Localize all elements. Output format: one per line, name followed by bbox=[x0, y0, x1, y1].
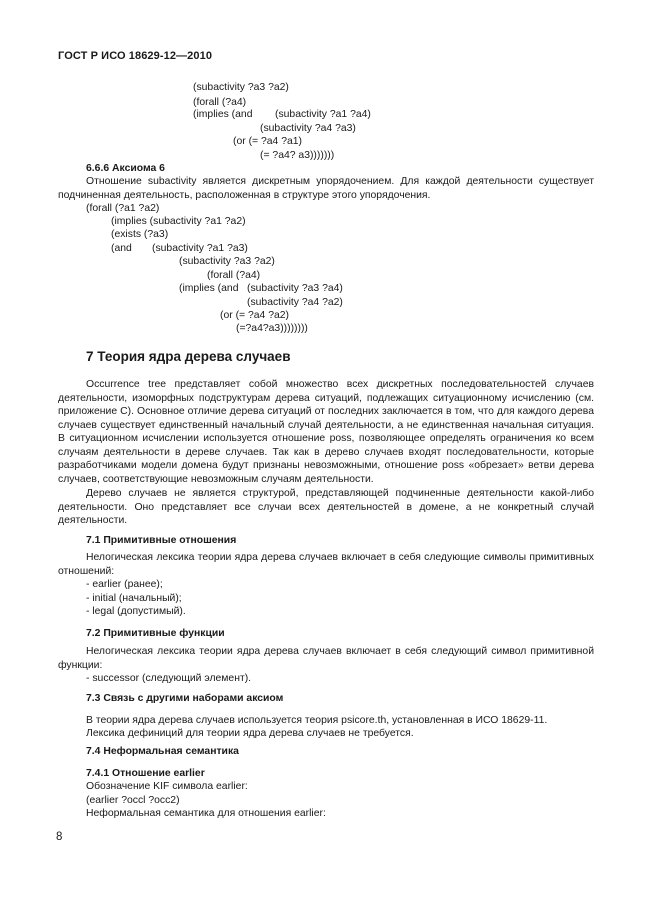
code-line: (or (= ?a4 ?a2) bbox=[220, 310, 290, 321]
code-line: (earlier ?occl ?occ2) bbox=[86, 795, 180, 806]
paragraph: Отношение subactivity является дискретным упорядочением. Для каждой деятельности существует подчиненная деятельность, расположенная в структуре этого упорядочения. bbox=[58, 176, 594, 201]
paragraph: Нелогическая лексика теории ядра дерева случаев включает в себя следующие символы примитивных отношений: bbox=[58, 552, 594, 577]
code-line: (or (= ?a4 ?a1) bbox=[233, 136, 303, 147]
code-line: (forall (?a4) bbox=[193, 97, 247, 108]
code-line: (exists (?a3) bbox=[111, 229, 169, 240]
code-line: (= ?a4? a3))))))) bbox=[260, 150, 335, 161]
code-line: (subactivity ?a3 ?a2) bbox=[193, 82, 289, 93]
code-line: (subactivity ?a3 ?a2) bbox=[179, 256, 275, 267]
list-item: - legal (допустимый). bbox=[86, 606, 186, 617]
code-line: (subactivity ?a1 ?a4) bbox=[275, 109, 371, 120]
subsection-title: 7.3 Связь с другими наборами аксиом bbox=[86, 693, 284, 704]
page-number: 8 bbox=[56, 831, 63, 843]
code-line: (forall (?a4) bbox=[207, 270, 261, 281]
paragraph: Дерево случаев не является структурой, представляющей подчиненные деятельности какой-либо деятельности. Оно представляет все случаи всех деятельностей в домене, а не конкретный случай деятельности. bbox=[58, 488, 594, 527]
code-line: (=?a4?a3)))))))) bbox=[236, 323, 308, 334]
code-line: (subactivity ?a3 ?a4) bbox=[247, 283, 343, 294]
subsection-title: 7.1 Примитивные отношения bbox=[86, 535, 237, 546]
subsection-title: 6.6.6 Аксиома 6 bbox=[86, 163, 165, 174]
subsection-title: 7.4.1 Отношение earlier bbox=[86, 768, 205, 779]
paragraph-line: Обозначение KIF символа earlier: bbox=[86, 781, 248, 792]
subsection-title: 7.2 Примитивные функции bbox=[86, 628, 225, 639]
code-line: (and bbox=[111, 243, 132, 254]
code-line: (subactivity ?a4 ?a2) bbox=[247, 297, 343, 308]
code-line: (implies (and bbox=[193, 109, 253, 120]
section-title: 7 Теория ядра дерева случаев bbox=[86, 349, 291, 364]
paragraph-line: В теории ядра дерева случаев используется теория psicore.th, установленная в ИСО 18629-11. bbox=[86, 715, 548, 726]
list-item: - initial (начальный); bbox=[86, 593, 182, 604]
subsection-title: 7.4 Неформальная семантика bbox=[86, 746, 239, 757]
paragraph-line: Лексика дефиниций для теории ядра дерева случаев не требуется. bbox=[86, 728, 414, 739]
code-line: (subactivity ?a4 ?a3) bbox=[260, 123, 356, 134]
paragraph: Нелогическая лексика теории ядра дерева случаев включает в себя следующий символ примитивной функции: bbox=[58, 646, 594, 671]
code-line: (subactivity ?a1 ?a3) bbox=[152, 243, 248, 254]
paragraph-line: Неформальная семантика для отношения earlier: bbox=[86, 808, 326, 819]
code-line: (implies (subactivity ?a1 ?a2) bbox=[111, 216, 246, 227]
page-header-standard: ГОСТ Р ИСО 18629-12—2010 bbox=[58, 50, 213, 62]
code-line: (forall (?a1 ?a2) bbox=[86, 203, 160, 214]
code-line: (implies (and bbox=[179, 283, 239, 294]
list-item: - earlier (ранее); bbox=[86, 579, 163, 590]
list-item: - successor (следующий элемент). bbox=[86, 673, 252, 684]
paragraph: Occurrence tree представляет собой множество всех дискретных последовательностей случаев деятельности, изоморфных подструктурам дерева ситуаций, подлежащих ситуационному исчислению (см. приложение С). Основное отличие дерева ситуаций от последних заключается в том, что для каждого дерева случаев существует единственный начальный случай деятельности, а не единственная начальная ситуация. В ситуационном исчислении используется отношение poss, позволяющее определять ограничения ко всем случаям деятельности в дереве случаев. Так как в дерево случаев входят последовательности, которые разработчиками модели домена будут признаны невозможными, отношение poss «обрезает» ветви дерева случаев, соответствующие невозможным случаям деятельности. bbox=[58, 379, 594, 485]
